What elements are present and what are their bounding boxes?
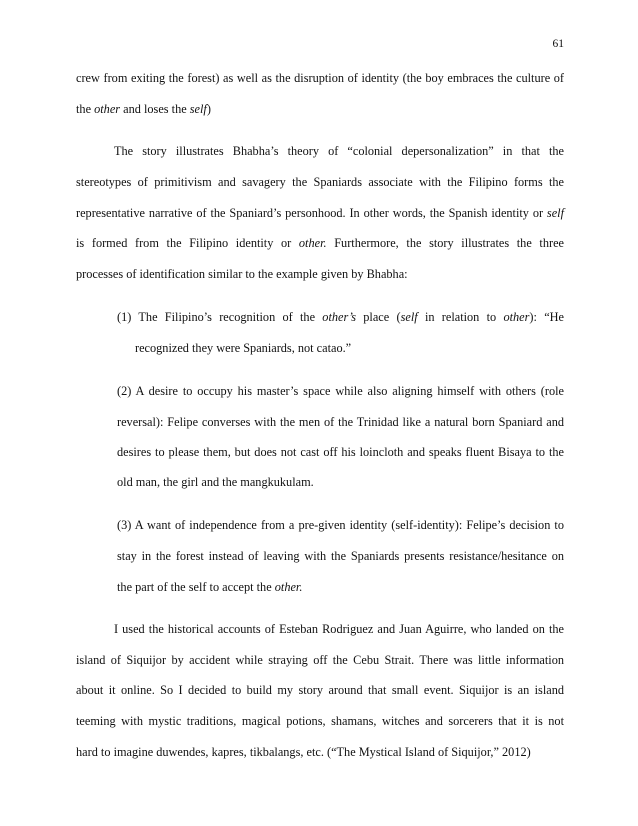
list-item-3-line-2: stay in the forest instead of leaving with the Spaniards presents resistance/hesitance on — [117, 549, 564, 563]
italic-text: other — [503, 310, 530, 324]
list-item-2-line-4: old man, the girl and the mangkukulam. — [117, 475, 314, 489]
text-run: the — [76, 102, 95, 116]
list-number: (1) — [117, 310, 132, 324]
paragraph-3-line-5: hard to imagine duwendes, kapres, tikbalangs, etc. (“The Mystical Island of Siquijor,” 2012) — [76, 745, 531, 759]
paragraph-2-line-2: stereotypes of primitivism and savagery the Spaniards associate with the Filipino forms the — [76, 175, 564, 189]
text-run: and loses the — [120, 102, 190, 116]
paragraph-2-line-4 — [76, 235, 564, 251]
text-run: is formed from the Filipino identity or — [76, 236, 299, 250]
list-item-3-line-1: (3) A want of independence from a pre-given identity (self-identity): Felipe’s decision to — [117, 518, 564, 532]
italic-text: other. — [298, 236, 327, 250]
paragraph-2-line-3 — [76, 205, 564, 221]
paragraph-3-line-3: about it online. So I decided to build my story around that small event. Siquijor is an island — [76, 683, 564, 697]
italic-text: self — [400, 310, 418, 324]
list-item-1-line-2: recognized they were Spaniards, not catao.” — [135, 341, 352, 355]
text-run: Furthermore, the story illustrates the three — [326, 236, 565, 250]
paragraph-2-line-1: The story illustrates Bhabha’s theory of “colonial depersonalization” in that the — [114, 144, 564, 158]
italic-text: other. — [274, 580, 303, 594]
text-run: in relation to — [417, 310, 504, 324]
paragraph-3-line-1: I used the historical accounts of Esteban Rodriguez and Juan Aguirre, who landed on the — [114, 622, 564, 636]
list-item-2-line-2: reversal): Felipe converses with the men of the Trinidad like a natural born Spaniard and — [117, 415, 564, 429]
text-run: place ( — [356, 310, 401, 324]
list-item-1-line-1 — [117, 309, 564, 325]
text-run: ) — [206, 102, 211, 116]
paragraph-1-line-1: crew from exiting the forest) as well as the disruption of identity (the boy embraces the culture of — [76, 71, 564, 85]
text-run: ): “He — [529, 310, 564, 324]
italic-text: other — [94, 102, 121, 116]
paragraph-1-line-2 — [76, 101, 564, 117]
text-run: representative narrative of the Spaniard’s personhood. In other words, the Spanish identity or — [76, 206, 547, 220]
italic-text: self — [189, 102, 207, 116]
paragraph-2-line-5: processes of identification similar to the example given by Bhabha: — [76, 267, 408, 281]
paragraph-3-line-2: island of Siquijor by accident while straying off the Cebu Strait. There was little information — [76, 653, 564, 667]
page-number: 61 — [552, 38, 564, 50]
text-run: The Filipino’s recognition of the — [138, 310, 323, 324]
italic-text: other’s — [322, 310, 357, 324]
list-item-3-line-3 — [117, 579, 564, 595]
italic-text: self — [546, 206, 564, 220]
paragraph-3-line-4: teeming with mystic traditions, magical potions, shamans, witches and sorcerers that it is not — [76, 714, 564, 728]
list-item-2-line-1: (2) A desire to occupy his master’s space while also aligning himself with others (role — [117, 384, 564, 398]
list-item-2-line-3: desires to please them, but does not cast off his loincloth and speaks fluent Bisaya to the — [117, 445, 564, 459]
text-run: the part of the self to accept the — [117, 580, 275, 594]
